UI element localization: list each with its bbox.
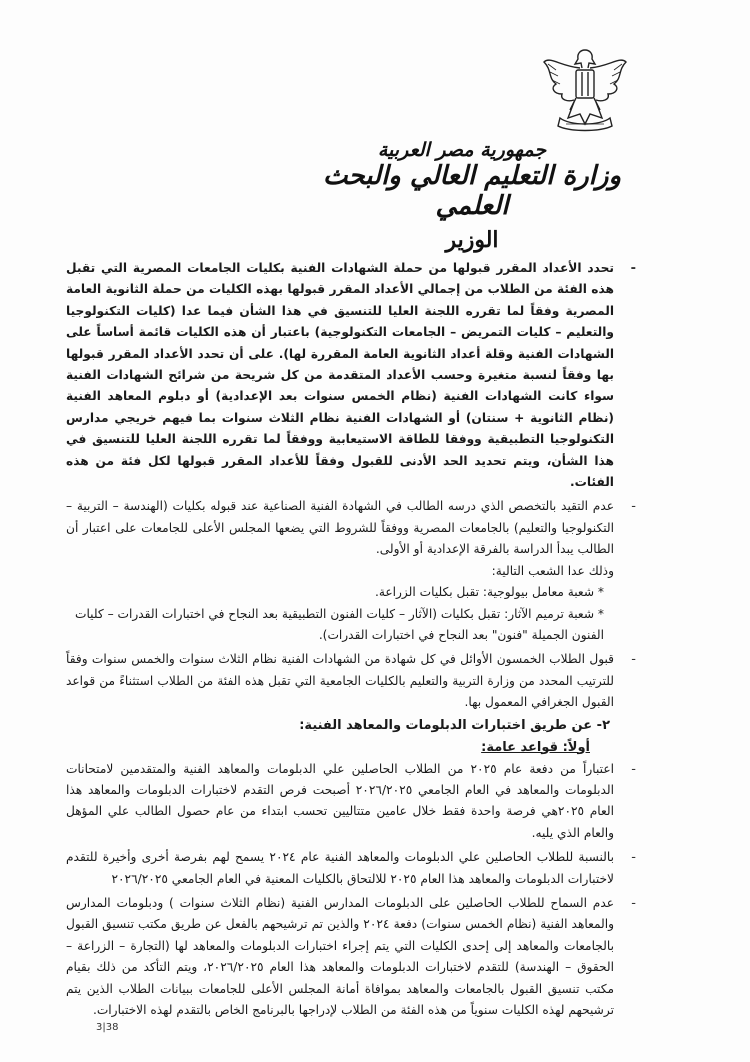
eagle-emblem-icon bbox=[540, 44, 630, 136]
paragraph-top-fifty: - قبول الطلاب الخمسون الأوائل في كل شهادة من الشهادات الفنية نظام الثلاث سنوات والخمس سنوات وفقاً للترتيب المحدد من وزارة التربية والتعليم بالكليات الجامعية التي تقبل هذه الفئة من الطلاب استثناءً من قواعد القبول الجغرافي المعمول بها. bbox=[66, 649, 614, 713]
dash-bullet-icon: - bbox=[631, 761, 636, 777]
ministry-name: وزارة التعليم العالي والبحث العلمي bbox=[322, 160, 622, 221]
subsection-heading: أولاً: قواعد عامة: bbox=[481, 739, 590, 755]
paragraph-one-chance: - اعتباراً من دفعة عام ٢٠٢٥ من الطلاب الحاصلين علي الدبلومات والمعاهد الفنية والمتقدمين لامتحانات الدبلومات والمعاهد في العام الجامعي ٢٠٢٦/٢٠٢٥ أصبحت فرص التقدم لاختبارات الدبلومات والمعاهد هذا العام ٢٠٢٥هي فرصة واحدة فقط خلال عامين متتاليين تحسب ابتداء من عام حصول الطالب علي المؤهل والعام الذي يليه. bbox=[66, 759, 614, 845]
exceptions-note: وذلك عدا الشعب التالية: bbox=[491, 563, 614, 578]
paragraph-not-allowed: - عدم السماح للطلاب الحاصلين على الدبلومات المدارس الفنية (نظام الثلاث سنوات ) ودبلومات المدارس والمعاهد الفنية (نظام الخمس سنوات) دفعة ٢٠٢٤ والذين تم ترشيحهم بالفعل عن طريق مكتب تنسيق القبول بالجامعات والمعاهد إلى إحدى الكليات التي يتم إجراء اختبارات الدبلومات والمعاهد لها (التجارة – الزراعة – الحقوق – الهندسة) للتقدم لاختبارات الدبلومات والمعاهد هذا العام ٢٠٢٦/٢٠٢٥، ويتم التأكد من ذلك بقيام مكتب تنسيق القبول بالجامعات والمعاهد بموافاة أمانة المجلس الأعلى للجامعات ببيانات الطلاب الذين يتم ترشيحهم لهذه الكليات سنوياً من هذه الفئة من الطلاب لإدراجها بالبرنامج الخاص بالتقدم لهذه الاختبارات. bbox=[66, 893, 614, 1021]
section-heading: ٢- عن طريق اختبارات الدبلومات والمعاهد الفنية: bbox=[299, 717, 610, 733]
dash-bullet-icon: - bbox=[631, 850, 636, 866]
ministry-letterhead bbox=[322, 140, 622, 253]
document-body bbox=[66, 258, 636, 1021]
paragraph-2024-graduates: - بالنسبة للطلاب الحاصلين علي الدبلومات والمعاهد الفنية عام ٢٠٢٤ يسمح لهم بفرصة أخرى وأخيرة للتقدم لاختبارات الدبلومات والمعاهد هذا العام ٢٠٢٥ للالتحاق بالكليات المعنية في العام الجامعي ٢٠٢٦/٢٠٢٥ bbox=[66, 847, 614, 890]
exception-item: * شعبة معامل بيولوجية: تقبل بكليات الزراعة. bbox=[374, 585, 604, 600]
dash-bullet-icon: - bbox=[631, 499, 636, 515]
minister-title: الوزير bbox=[445, 226, 499, 253]
country-name: جمهورية مصر العربية bbox=[377, 139, 547, 161]
paragraph-quota: - تحدد الأعداد المقرر قبولها من حملة الشهادات الفنية بكليات الجامعات المصرية التي تقبل هذه الفئة من الطلاب من إجمالي الأعداد المقرر قبولها بهذه الكليات من حملة الثانوية العامة المصرية وفقاً لما تقرره اللجنة العليا للتنسيق في هذا الشأن فيما عدا (كليات التكنولوجيا والتعليم – كليات التمريض – الجامعات التكنولوجية) باعتبار أن هذه الكليات قائمة أساساً على الشهادات الفنية وقلة أعداد الثانوية العامة المقررة لها). على أن تحدد الأعداد المقرر قبولها بها وفقاً لنسبة متغيرة وحسب الأعداد المتقدمة من كل شريحة من شرائح الشهادات الفنية سواء كانت الشهادات الفنية (نظام الخمس سنوات بعد الإعدادية) أو دبلوم المعاهد الفنية (نظام الثانوية + سنتان) أو الشهادات الفنية نظام الثلاث سنوات بما فيهم خريجي مدارس التكنولوجيا التطبيقية ووفقا للطاقة الاستيعابية ووفقاً لما تقرره اللجنة العليا للتنسيق في هذا الشأن، ويتم تحديد الحد الأدنى للقبول وفقاً للأعداد المقرر قبولها لكل فئة من هذه الفئات. bbox=[66, 258, 614, 493]
paragraph-specialization: - عدم التقيد بالتخصص الذي درسه الطالب في الشهادة الفنية الصناعية عند قبوله بكليات (الهندسة – التربية – التكنولوجيا والتعليم) بالجامعات المصرية ووفقاً للشروط التي يضعها المجلس الأعلى للجامعات على اعتبار أن الطالب يبدأ الدراسة بالفرقة الإعدادية أو الأولى. bbox=[66, 496, 614, 560]
page-number: 3|38 bbox=[96, 1022, 119, 1033]
exception-item: * شعبة ترميم الآثار: تقبل بكليات (الآثار – كليات الفنون التطبيقية بعد النجاح في اختبارات القدرات – كليات الفنون الجميلة "فنون" بعد النجاح في اختبارات القدرات). bbox=[75, 606, 604, 642]
dash-bullet-icon: - bbox=[631, 652, 636, 668]
dash-bullet-icon: - bbox=[631, 895, 636, 911]
dash-bullet-icon: - bbox=[630, 261, 636, 276]
